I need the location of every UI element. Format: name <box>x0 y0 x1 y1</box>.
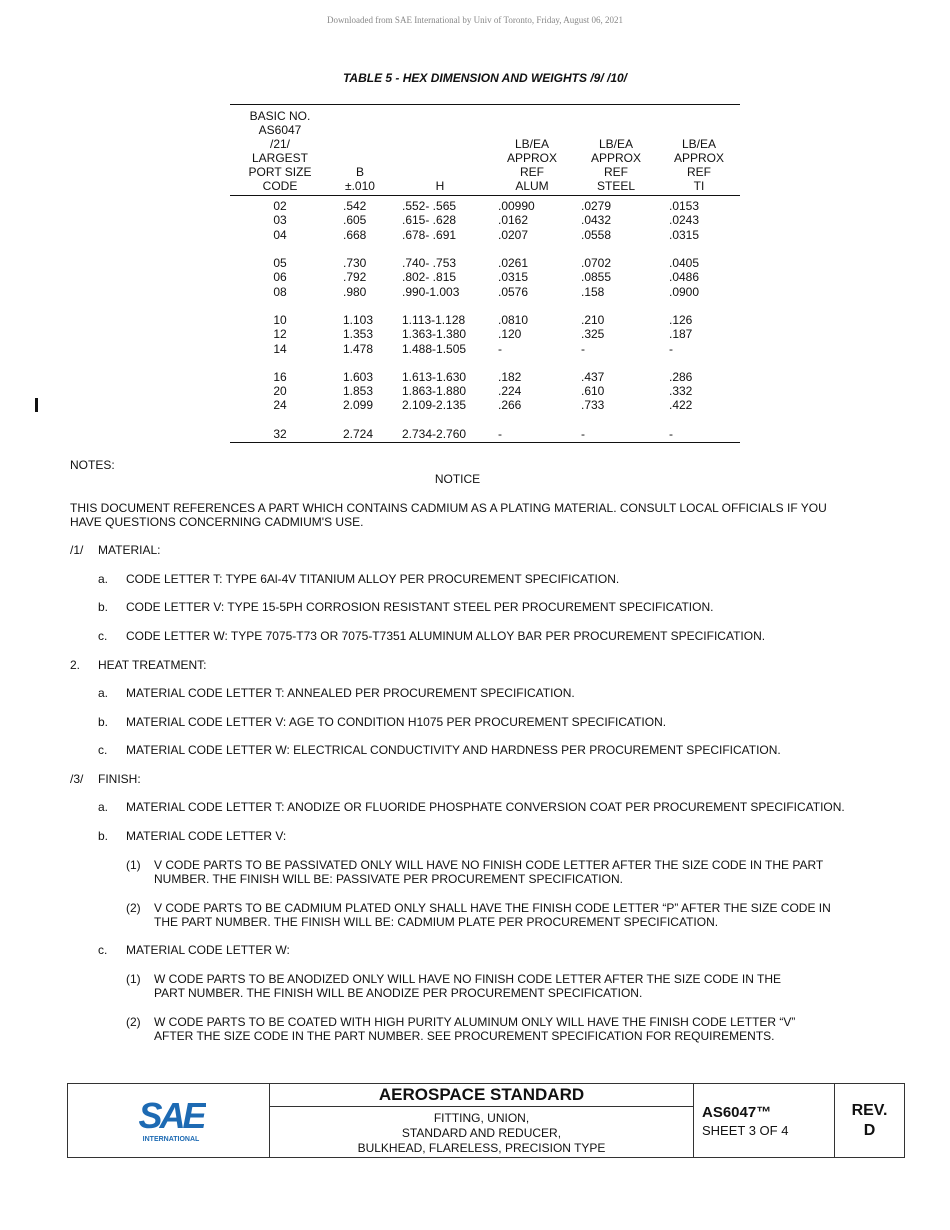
header-port-size-code <box>230 105 330 196</box>
note-3a-text: MATERIAL CODE LETTER T: ANODIZE OR FLUORIDE PHOSPHATE CONVERSION COAT PER PROCUREMENT SPECIFICATION. <box>126 800 845 814</box>
header-weight-alum <box>490 105 574 196</box>
cell-alum: .0162 <box>498 213 529 228</box>
note-2a-label: a. <box>98 686 109 700</box>
cell-alum: .266 <box>498 398 522 413</box>
cell-b: .730 <box>343 256 367 271</box>
notes-heading: NOTES: <box>70 458 115 472</box>
cell-steel: .0702 <box>581 256 612 271</box>
note-3c2-line-2: AFTER THE SIZE CODE IN THE PART NUMBER. SEE PROCUREMENT SPECIFICATION FOR REQUIREMENTS. <box>154 1029 775 1043</box>
revision-bar <box>35 398 38 412</box>
cell-steel: .0279 <box>581 199 612 214</box>
table-row <box>230 213 740 227</box>
group-spacer <box>230 356 740 370</box>
table-row <box>230 270 740 284</box>
cell-ti: .422 <box>669 398 693 413</box>
cell-steel: .0855 <box>581 270 612 285</box>
header-line: APPROX <box>673 151 724 165</box>
cell-alum: - <box>498 426 502 441</box>
cell-b: .605 <box>343 213 367 228</box>
cell-h: 1.488-1.505 <box>402 341 467 356</box>
subtitle-line-1: FITTING, UNION, <box>433 1111 530 1125</box>
note-3b2-line-2: THE PART NUMBER. THE FINISH WILL BE: CADMIUM PLATE PER PROCUREMENT SPECIFICATION. <box>154 915 719 929</box>
note-1c-text: CODE LETTER W: TYPE 7075-T73 OR 7075-T7351 ALUMINUM ALLOY BAR PER PROCUREMENT SPECIFICATION. <box>126 629 766 643</box>
cell-steel: - <box>581 426 585 441</box>
cell-b: 1.478 <box>343 341 374 356</box>
header-line: ±.010 <box>345 179 375 193</box>
cell-h: .802- .815 <box>402 270 457 285</box>
sae-logo-subtext: INTERNATIONAL <box>142 1136 200 1143</box>
note-3-title: FINISH: <box>98 772 141 786</box>
notice-heading: NOTICE <box>434 472 481 486</box>
cell-alum: .120 <box>498 327 522 342</box>
note-3b2-line-1: V CODE PARTS TO BE CADMIUM PLATED ONLY SHALL HAVE THE FINISH CODE LETTER “P” AFTER THE SIZE CODE IN <box>154 901 831 915</box>
header-line: LB/EA <box>598 137 634 151</box>
note-1c-label: c. <box>98 629 108 643</box>
header-line: STEEL <box>596 179 635 193</box>
note-2b-label: b. <box>98 715 109 729</box>
header-line: H <box>435 179 445 193</box>
cell-ti: .0900 <box>669 284 700 299</box>
note-3c1-label: (1) <box>126 972 141 986</box>
note-3a-label: a. <box>98 800 109 814</box>
cell-ti: - <box>669 426 673 441</box>
table-row <box>230 196 740 214</box>
cell-h: 2.734-2.760 <box>402 426 467 441</box>
cell-steel: .610 <box>581 384 605 399</box>
note-3c-label: c. <box>98 943 108 957</box>
cell-code: 16 <box>273 369 287 384</box>
cell-ti: .0315 <box>669 227 700 242</box>
header-weight-steel <box>574 105 658 196</box>
note-3c-text: MATERIAL CODE LETTER W: <box>126 943 290 957</box>
note-3c2-label: (2) <box>126 1015 141 1029</box>
spacer-cell <box>230 299 740 313</box>
cell-steel: .0558 <box>581 227 612 242</box>
table-row <box>230 228 740 242</box>
table-row <box>230 427 740 443</box>
cell-code: 14 <box>273 341 287 356</box>
document-number: AS6047™ <box>702 1104 772 1121</box>
spacer-cell <box>230 242 740 256</box>
revision-cell <box>835 1084 904 1157</box>
cell-alum: - <box>498 341 502 356</box>
header-line: REF <box>687 165 711 179</box>
title-cell <box>270 1084 694 1157</box>
cell-h: 1.613-1.630 <box>402 369 467 384</box>
subtitle-line-3: BULKHEAD, FLARELESS, PRECISION TYPE <box>357 1141 606 1155</box>
subtitle-line-2: STANDARD AND REDUCER, <box>401 1126 562 1140</box>
note-3b1-line-1: V CODE PARTS TO BE PASSIVATED ONLY WILL HAVE NO FINISH CODE LETTER AFTER THE SIZE CODE IN THE PART <box>154 858 824 872</box>
header-line: APPROX <box>506 151 557 165</box>
note-3c2-line-1: W CODE PARTS TO BE COATED WITH HIGH PURITY ALUMINUM ONLY WILL HAVE THE FINISH CODE LETTER “V” <box>154 1015 796 1029</box>
cell-alum: .00990 <box>498 199 535 214</box>
note-2a-text: MATERIAL CODE LETTER T: ANNEALED PER PROCUREMENT SPECIFICATION. <box>126 686 575 700</box>
header-line: REF <box>604 165 628 179</box>
table-row <box>230 256 740 270</box>
cadmium-notice-line-2: HAVE QUESTIONS CONCERNING CADMIUM'S USE. <box>70 515 364 529</box>
note-3b2-label: (2) <box>126 901 141 915</box>
sae-logo-letters: SAE <box>138 1095 204 1136</box>
cell-steel: .437 <box>581 369 605 384</box>
document-number-cell <box>694 1084 835 1157</box>
cell-ti: .187 <box>669 327 693 342</box>
table-row <box>230 341 740 355</box>
cell-ti: .0486 <box>669 270 700 285</box>
cell-code: 02 <box>273 199 287 214</box>
group-spacer <box>230 413 740 427</box>
cadmium-notice-line-1: THIS DOCUMENT REFERENCES A PART WHICH CONTAINS CADMIUM AS A PLATING MATERIAL. CONSULT LOCAL OFFICIALS IF YOU <box>70 501 827 515</box>
note-2c-text: MATERIAL CODE LETTER W: ELECTRICAL CONDUCTIVITY AND HARDNESS PER PROCUREMENT SPECIFICATION. <box>126 743 781 757</box>
note-2c-label: c. <box>98 743 108 757</box>
table-row <box>230 370 740 384</box>
note-3b-label: b. <box>98 829 109 843</box>
header-line: REF <box>520 165 544 179</box>
header-line: BASIC NO. <box>249 109 311 123</box>
cell-h: .740- .753 <box>402 256 457 271</box>
cell-b: 1.103 <box>343 312 374 327</box>
table-body <box>230 196 740 443</box>
cell-code: 06 <box>273 270 287 285</box>
cell-alum: .0810 <box>498 312 529 327</box>
cell-h: 1.363-1.380 <box>402 327 467 342</box>
group-spacer <box>230 299 740 313</box>
cell-b: 1.603 <box>343 369 374 384</box>
cell-code: 32 <box>273 426 287 441</box>
cell-code: 04 <box>273 227 287 242</box>
table-title: TABLE 5 - HEX DIMENSION AND WEIGHTS /9/ /10/ <box>342 71 628 85</box>
logo-cell <box>68 1084 270 1157</box>
cell-ti: .0243 <box>669 213 700 228</box>
header-line: LB/EA <box>681 137 717 151</box>
header-line: TI <box>693 179 705 193</box>
spacer-cell <box>230 413 740 427</box>
note-3-number: /3/ <box>70 772 84 786</box>
table-row <box>230 398 740 412</box>
revision-value: D <box>863 1122 876 1139</box>
note-1-number: /1/ <box>70 543 84 557</box>
table-header-row <box>230 105 740 196</box>
cell-ti: .0405 <box>669 256 700 271</box>
cell-alum: .0261 <box>498 256 529 271</box>
cell-steel: - <box>581 341 585 356</box>
header-line: CODE <box>262 179 298 193</box>
header-line: AS6047 <box>258 123 302 137</box>
sae-logo <box>136 1094 206 1144</box>
cell-code: 05 <box>273 256 287 271</box>
cell-alum: .224 <box>498 384 522 399</box>
header-line: PORT SIZE <box>248 165 312 179</box>
header-line: LB/EA <box>514 137 550 151</box>
cell-h: .552- .565 <box>402 199 457 214</box>
cell-b: .792 <box>343 270 367 285</box>
header-h <box>390 105 490 196</box>
cell-code: 12 <box>273 327 287 342</box>
table-row <box>230 313 740 327</box>
cell-steel: .210 <box>581 312 605 327</box>
header-b <box>330 105 390 196</box>
cell-b: 1.353 <box>343 327 374 342</box>
cell-b: 2.099 <box>343 398 374 413</box>
note-1a-text: CODE LETTER T: TYPE 6Al-4V TITANIUM ALLOY PER PROCUREMENT SPECIFICATION. <box>126 572 620 586</box>
cell-alum: .182 <box>498 369 522 384</box>
spacer-cell <box>230 356 740 370</box>
cell-ti: .0153 <box>669 199 700 214</box>
title-block <box>67 1083 905 1158</box>
header-line: APPROX <box>590 151 641 165</box>
cell-code: 20 <box>273 384 287 399</box>
cell-steel: .733 <box>581 398 605 413</box>
cell-h: 1.863-1.880 <box>402 384 467 399</box>
cell-alum: .0315 <box>498 270 529 285</box>
cell-steel: .158 <box>581 284 605 299</box>
table-row <box>230 284 740 298</box>
note-3c1-line-2: PART NUMBER. THE FINISH WILL BE ANODIZE PER PROCUREMENT SPECIFICATION. <box>154 986 643 1000</box>
revision-label <box>835 1101 904 1141</box>
cell-b: 1.853 <box>343 384 374 399</box>
cell-ti: .332 <box>669 384 693 399</box>
note-2-title: HEAT TREATMENT: <box>98 658 207 672</box>
cell-ti: - <box>669 341 673 356</box>
note-2-number: 2. <box>70 658 81 672</box>
header-line: ALUM <box>515 179 549 193</box>
cell-alum: .0207 <box>498 227 529 242</box>
cell-steel: .0432 <box>581 213 612 228</box>
note-3b1-line-2: NUMBER. THE FINISH WILL BE: PASSIVATE PER PROCUREMENT SPECIFICATION. <box>154 872 623 886</box>
note-3b1-label: (1) <box>126 858 141 872</box>
header-weight-ti <box>658 105 740 196</box>
header-line: B <box>355 165 364 179</box>
cell-code: 24 <box>273 398 287 413</box>
header-line: LARGEST <box>251 151 308 165</box>
standard-subtitle <box>270 1107 693 1156</box>
cell-ti: .286 <box>669 369 693 384</box>
note-2b-text: MATERIAL CODE LETTER V: AGE TO CONDITION H1075 PER PROCUREMENT SPECIFICATION. <box>126 715 667 729</box>
cell-steel: .325 <box>581 327 605 342</box>
cell-h: 2.109-2.135 <box>402 398 467 413</box>
cell-b: .980 <box>343 284 367 299</box>
header-line: /21/ <box>269 137 290 151</box>
note-3b-text: MATERIAL CODE LETTER V: <box>126 829 287 843</box>
table-row <box>230 384 740 398</box>
note-3c1-line-1: W CODE PARTS TO BE ANODIZED ONLY WILL HAVE NO FINISH CODE LETTER AFTER THE SIZE CODE IN THE <box>154 972 781 986</box>
cell-b: .668 <box>343 227 367 242</box>
table-row <box>230 327 740 341</box>
cell-b: 2.724 <box>343 426 374 441</box>
cell-code: 03 <box>273 213 287 228</box>
cell-alum: .0576 <box>498 284 529 299</box>
note-1b-label: b. <box>98 600 109 614</box>
cell-h: .990-1.003 <box>402 284 460 299</box>
cell-code: 10 <box>273 312 287 327</box>
standard-title: AEROSPACE STANDARD <box>270 1084 693 1107</box>
watermark: Downloaded from SAE International by Univ of Toronto, Friday, August 06, 2021 <box>326 15 624 25</box>
group-spacer <box>230 242 740 256</box>
note-1-title: MATERIAL: <box>98 543 161 557</box>
cell-ti: .126 <box>669 312 693 327</box>
sheet-number: SHEET 3 OF 4 <box>702 1123 789 1138</box>
cell-h: 1.113-1.128 <box>402 312 466 327</box>
cell-h: .615- .628 <box>402 213 457 228</box>
cell-code: 08 <box>273 284 287 299</box>
cell-b: .542 <box>343 199 367 214</box>
note-1b-text: CODE LETTER V: TYPE 15-5PH CORROSION RESISTANT STEEL PER PROCUREMENT SPECIFICATION. <box>126 600 714 614</box>
hex-dimension-table <box>230 104 740 443</box>
revision-title: REV. <box>851 1102 888 1119</box>
cell-h: .678- .691 <box>402 227 457 242</box>
note-1a-label: a. <box>98 572 109 586</box>
